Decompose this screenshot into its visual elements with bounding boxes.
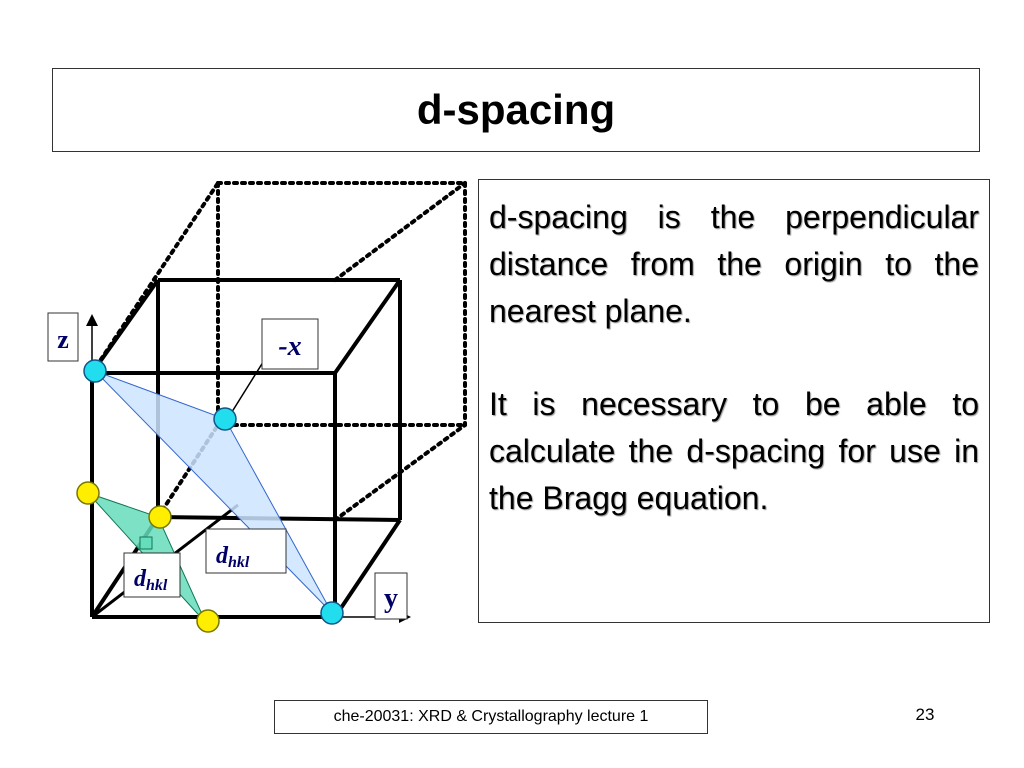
right-angle-marker [140, 537, 152, 549]
atom-cyan-icon [214, 408, 236, 430]
d-hkl-label-lower: dhkl [134, 566, 168, 594]
y-label-box [375, 573, 407, 619]
d-hkl-label-box-upper [206, 529, 286, 573]
z-label: z [57, 325, 69, 354]
atom-yellow-icon [149, 506, 171, 528]
y-label: y [384, 583, 398, 614]
cube-edge [92, 280, 158, 373]
footer-box [274, 700, 708, 734]
slide-title: d-spacing [416, 86, 616, 133]
atom-cyan-icon [84, 360, 106, 382]
paragraph-definition: d-spacing is the perpendicular distance from the origin to the nearest plane. [489, 199, 979, 329]
atom-yellow-icon [77, 482, 99, 504]
atom-cyan-icon [321, 602, 343, 624]
d-hkl-label-upper: dhkl [216, 543, 250, 571]
atom-yellow-icon [197, 610, 219, 632]
title-box [52, 68, 980, 152]
footer-text: che-20031: XRD & Crystallography lecture 1 [333, 708, 649, 725]
z-label-box [48, 313, 78, 361]
page-number: 23 [915, 705, 935, 724]
description-box [478, 179, 990, 623]
paragraph-usage: It is necessary to be able to calculate the d-spacing for use in the Bragg equation. [489, 386, 979, 516]
neg-x-label: -x [278, 331, 302, 362]
neg-x-label-box [262, 319, 318, 369]
cube-edge [335, 280, 400, 373]
d-hkl-label-box-lower [124, 553, 180, 597]
dotted-edge [335, 183, 465, 280]
crystal-cube-diagram [40, 165, 480, 645]
